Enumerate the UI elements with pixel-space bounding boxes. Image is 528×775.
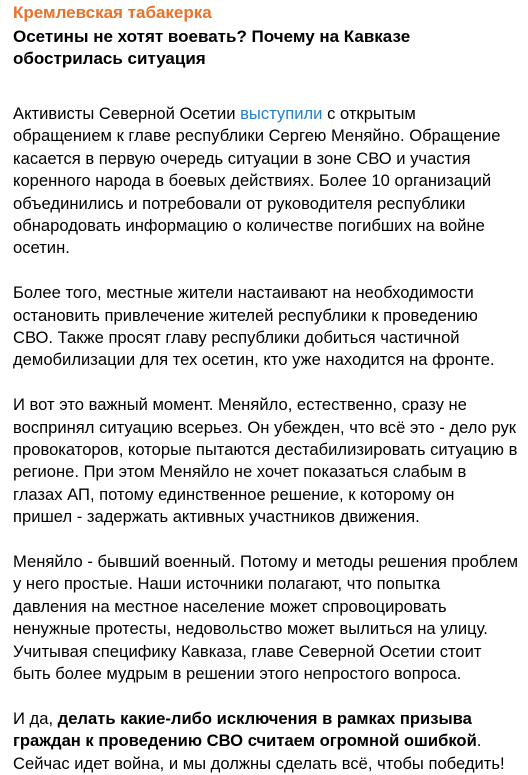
paragraph-4: Меняйло - бывший военный. Потому и методы решения проблем у него простые. Наши источники полагают, что попытка давления на местное население может спровоцировать ненужные протесты, недовольство может вылиться на улицу. Учитывая специфику Кавказа, главе Северной Осетии стоит быть более мудрым в решении этого непростого вопроса.	[13, 552, 518, 684]
paragraph-1-rest: с открытым обращением к главе республики Сергею Меняйно. Обращение касается в первую очередь ситуации в зоне СВО и участия коренного народа в боевых действиях. Более 10 организаций объединились и потребовали от руководителя республики обнародовать информацию о количестве погибших на войне осетин.	[13, 104, 501, 258]
paragraph-1	[13, 103, 518, 260]
source-link[interactable]: выступили	[240, 104, 323, 123]
paragraph-5-start: И да,	[13, 708, 58, 728]
bold-statement: делать какие-либо исключения в рамках призыва граждан к проведению СВО считаем огромной ошибкой	[13, 708, 477, 751]
channel-name[interactable]: Кремлевская табакерка	[13, 3, 212, 22]
post-body	[13, 103, 518, 775]
paragraph-5	[13, 708, 518, 775]
post-headline: Осетины не хотят воевать? Почему на Кавказе обострилась ситуация	[13, 27, 411, 68]
paragraph-3: И вот это важный момент. Меняйло, естественно, сразу не воспринял ситуацию всерьез. Он убежден, что всё это - дело рук провокаторов, которые пытаются дестабилизировать ситуацию в регионе. При этом Меняйло не хочет показаться слабым в глазах АП, потому единственное решение, к которому он пришел - задержать активных участников движения.	[13, 395, 518, 527]
paragraph-2: Более того, местные жители настаивают на необходимости остановить привлечение жителей республики к проведению СВО. Также просят главу республики добиться частичной демобилизации для тех осетин, кто уже находится на фронте.	[13, 283, 495, 370]
paragraph-1-start: Активисты Северной Осетии	[13, 104, 241, 123]
paragraph-5-rest: . Сейчас идет война, и мы должны сделать всё, чтобы победить!	[13, 731, 505, 773]
